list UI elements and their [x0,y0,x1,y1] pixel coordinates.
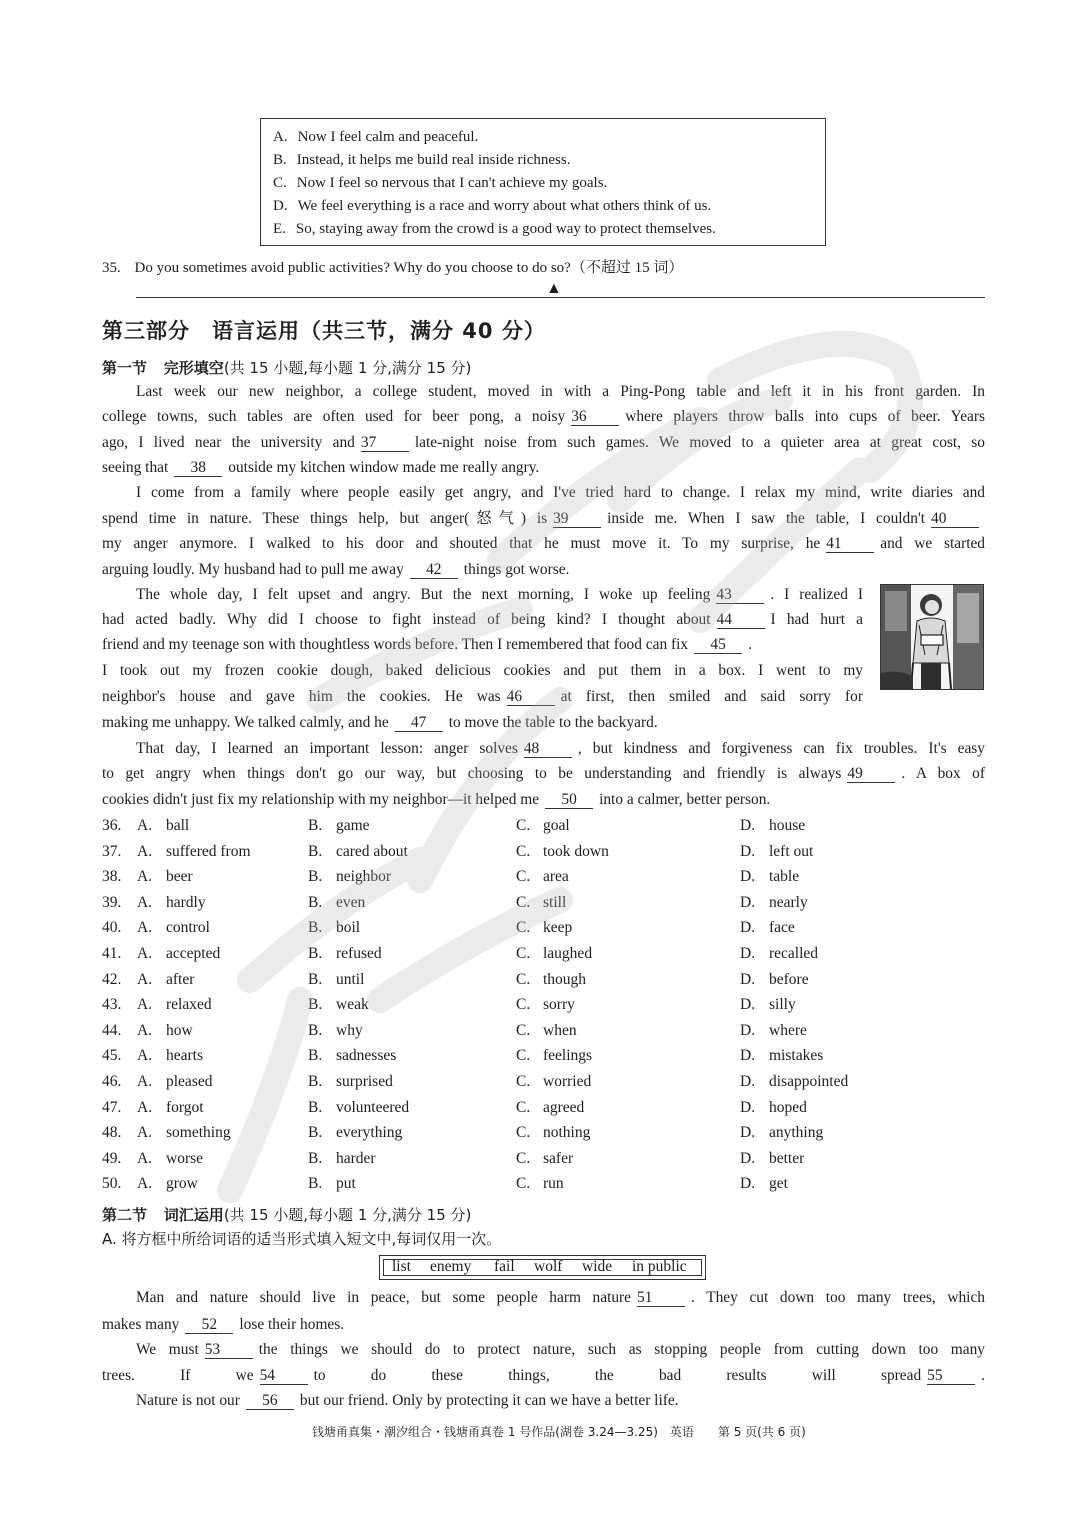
passage-text: lose their homes. [239,1316,345,1333]
choice-option-c[interactable]: though [543,970,587,988]
passage-line [102,636,863,654]
passage-text: to do these things, the bad results will spread [313,1367,922,1384]
choice-letter: A. [137,1021,153,1039]
question-number: 36. [102,817,122,834]
passage-line [102,459,985,477]
word-box-item: in public [632,1258,687,1275]
choice-option-b[interactable]: until [336,970,365,988]
passage-line [102,1316,985,1334]
passage-line [136,1289,985,1307]
question-number: 35. [102,260,121,276]
section-heading [102,357,471,378]
choice-letter: B. [308,919,323,937]
passage-line [136,484,985,502]
choice-letter: D. [740,842,756,860]
woman-with-cookies-illustration [881,585,983,689]
passage-text: things got worse. [463,561,570,578]
option-letter: A. [273,129,288,145]
choice-option-a[interactable]: after [166,970,195,988]
choice-option-a[interactable]: ball [166,817,190,834]
option-letter: E. [273,221,286,237]
section2-instruction: A. 将方框中所给词语的适当形式填入短文中,每词仅用一次。 [102,1230,502,1248]
passage-text: to get angry when things don't go our way, but choosing to be understanding and friendly is always [102,765,842,782]
choice-option-b[interactable]: boil [336,919,361,937]
option-e [273,221,716,238]
choice-letter: B. [308,817,323,834]
choice-option-d[interactable]: silly [769,996,796,1014]
question-number: 49. [102,1149,122,1167]
choice-letter: B. [308,1175,323,1193]
passage-line [102,688,863,706]
choice-option-a[interactable]: grow [166,1175,198,1193]
choice-letter: A. [137,996,153,1014]
choice-option-d[interactable]: mistakes [769,1047,824,1065]
answer-blank[interactable]: 55 [927,1368,975,1385]
passage-text: at first, then smiled and said sorry for [560,688,864,705]
choice-row [0,1073,1000,1093]
choice-option-c[interactable]: nothing [543,1124,591,1142]
choice-row [0,919,1000,939]
choice-row [0,1150,1000,1170]
choice-option-c[interactable]: goal [543,817,570,834]
choice-row [0,817,1000,837]
passage-line [102,714,985,732]
question-number: 40. [102,919,122,937]
passage-text: outside my kitchen window made me really angry. [228,459,540,476]
choice-option-d[interactable]: left out [769,842,814,860]
passage-text: . A box of [901,765,985,782]
question-number: 45. [102,1047,122,1065]
passage-text: into a calmer, better person. [599,791,771,808]
passage-text: but our friend. Only by protecting it can we have a better life. [299,1392,679,1409]
word-box-item: wolf [534,1258,563,1275]
passage-text: ago, I lived near the university and [102,434,355,451]
passage-text: to move the table to the backyard. [448,714,658,731]
choice-option-d[interactable]: disappointed [769,1073,849,1090]
choice-option-c[interactable]: laughed [543,945,593,962]
choice-letter: C. [516,817,531,834]
passage-line [102,791,985,809]
choice-row [0,945,1000,965]
passage-text: Man and nature should live in peace, but some people harm nature [136,1289,632,1306]
page-footer: 钱塘甬真集・潮汐组合・钱塘甬真卷 1 号作品(湖卷 3.24—3.25) 英语 第 5 页(共 6 页) [312,1425,806,1439]
passage-text: making me unhappy. We talked calmly, and he [102,714,389,731]
choice-letter: A. [137,1073,153,1090]
choice-letter: C. [516,1073,531,1090]
passage-text: seeing that [102,459,169,476]
choice-option-b[interactable]: sadnesses [336,1047,397,1065]
choice-row [0,1022,1000,1042]
passage-text: I come from a family where people easily get angry, and I've tried hard to change. I relax my mind, write diaries and [136,484,985,501]
answer-blank[interactable]: 46 [507,689,555,706]
passage-text: I took out my frozen cookie dough, baked delicious cookies and put them in a box. I went to my [102,662,863,679]
passage-text: arguing loudly. My husband had to pull me away [102,561,404,578]
passage-text: neighbor's house and gave him the cookies. He was [102,688,501,705]
choice-letter: C. [516,996,531,1014]
option-text: Instead, it helps me build real inside richness. [296,152,571,168]
choice-letter: C. [516,1098,531,1116]
choice-letter: D. [740,1021,756,1039]
passage-line [136,586,863,604]
choice-option-c[interactable]: when [543,1021,577,1039]
choice-option-d[interactable]: get [769,1175,788,1193]
choice-option-a[interactable]: control [166,919,210,937]
choice-letter: A. [137,1124,153,1142]
option-text: Now I feel so nervous that I can't achieve my goals. [296,175,608,191]
answer-blank[interactable]: 54 [260,1368,308,1385]
option-c [273,175,607,192]
choice-letter: D. [740,1124,756,1142]
choice-option-b[interactable]: why [336,1021,363,1039]
choice-option-b[interactable]: surprised [336,1073,393,1090]
choice-option-c[interactable]: run [543,1175,564,1193]
question-number: 43. [102,996,122,1014]
option-d [273,198,711,215]
answer-blank[interactable]: 45 [694,637,742,654]
choice-option-a[interactable]: pleased [166,1073,213,1090]
choice-letter: A. [137,1047,153,1065]
choice-letter: B. [308,970,323,988]
option-text: Now I feel calm and peaceful. [297,129,479,145]
choice-letter: A. [137,919,153,937]
choice-option-d[interactable]: where [769,1021,807,1039]
choice-option-a[interactable]: hardly [166,893,206,911]
choice-letter: B. [308,1098,323,1116]
choice-letter: C. [516,1149,531,1167]
passage-line [102,561,985,579]
passage-text: college towns, such tables are often used for beer pong, a noisy [102,408,566,425]
passage-line [102,434,985,452]
choice-option-c[interactable]: sorry [543,996,575,1014]
choice-option-a[interactable]: accepted [166,945,221,962]
section2-detail: (共 15 小题,每小题 1 分,满分 15 分) [223,1206,472,1224]
choice-option-c[interactable]: worried [543,1073,592,1090]
choice-row [0,1124,1000,1144]
choice-letter: A. [137,842,153,860]
answer-blank[interactable]: 50 [545,792,593,809]
question-number: 38. [102,868,122,886]
question-number: 42. [102,970,122,988]
choice-letter: A. [137,1175,153,1193]
choice-option-b[interactable]: even [336,893,366,911]
choice-row [0,996,1000,1016]
choice-letter: C. [516,1175,531,1193]
choice-option-a[interactable]: beer [166,868,193,886]
choice-option-a[interactable]: forgot [166,1098,204,1116]
choice-letter: D. [740,996,756,1014]
section2-title: 词汇运用 [163,1206,224,1224]
choice-letter: D. [740,970,756,988]
choice-option-d[interactable]: hoped [769,1098,807,1116]
choice-letter: A. [137,893,153,911]
answer-blank[interactable]: 37 [361,435,409,452]
question-number: 37. [102,842,122,860]
choice-letter: D. [740,1073,756,1090]
choice-letter: C. [516,1124,531,1142]
choice-option-c[interactable]: safer [543,1149,574,1167]
option-letter: D. [273,198,288,214]
choice-letter: C. [516,1047,531,1065]
option-text: So, staying away from the crowd is a good way to protect themselves. [295,221,716,237]
passage-text: . I realized I [770,586,863,603]
choice-letter: A. [137,817,153,834]
passage-text: . They cut down too many trees, which [691,1289,985,1306]
choice-option-d[interactable]: better [769,1149,805,1167]
option-a [273,129,478,146]
passage-line [102,765,985,783]
choice-letter: C. [516,893,531,911]
choice-option-c[interactable]: area [543,868,569,886]
choice-letter: D. [740,919,756,937]
word-box-item: enemy [430,1258,472,1275]
question-number: 47. [102,1098,122,1116]
answer-blank[interactable]: 49 [847,766,895,783]
choice-letter: C. [516,1021,531,1039]
choice-option-a[interactable]: how [166,1021,193,1039]
choice-letter: D. [740,893,756,911]
passage-text: We must [136,1341,199,1358]
section2-heading [102,1204,471,1225]
choice-letter: A. [137,970,153,988]
question-number: 44. [102,1021,122,1039]
choice-letter: B. [308,1149,323,1167]
passage-line [136,383,985,401]
word-box-item: wide [582,1258,613,1275]
passage-text: friend and my teenage son with thoughtless words before. Then I remembered that food can fix [102,636,689,653]
passage-text: trees. If we [102,1367,254,1384]
choice-option-a[interactable]: relaxed [166,996,212,1014]
choice-option-d[interactable]: nearly [769,893,808,911]
passage-line [136,1392,985,1410]
choice-letter: A. [137,1149,153,1167]
passage-text: spend time in nature. These things help, but anger(怒气) is [102,510,548,527]
passage-line [102,1367,985,1385]
choice-letter: D. [740,1098,756,1116]
passage-line [102,662,863,680]
answer-mark: ▲ [546,280,562,297]
choice-letter: B. [308,868,323,886]
choice-letter: D. [740,868,756,886]
choice-row [0,868,1000,888]
passage-text: my anger anymore. I walked to his door and shouted that he must move it. To my surprise, he [102,535,821,552]
passage-text: the things we should do to protect nature, such as stopping people from cutting down too many [258,1341,985,1358]
section2-label: 第二节 [102,1206,148,1224]
choice-option-b[interactable]: neighbor [336,868,392,886]
answer-blank[interactable]: 56 [246,1393,294,1410]
choice-letter: D. [740,1149,756,1167]
question-number: 41. [102,945,122,962]
choice-row [0,1099,1000,1119]
question-text: Do you sometimes avoid public activities? Why do you choose to do so?（不超过 15 词） [134,260,684,276]
passage-text: where players throw balls into cups of beer. Years [625,408,985,425]
passage-line [102,408,985,426]
choice-letter: D. [740,1047,756,1065]
choice-letter: C. [516,919,531,937]
answer-blank[interactable]: 44 [717,612,765,629]
question-number: 48. [102,1124,122,1142]
passage-text: I had hurt a [770,611,863,628]
choice-option-d[interactable]: house [769,817,806,834]
choice-letter: C. [516,868,531,886]
answer-blank[interactable]: 40 [931,511,979,528]
choice-option-c[interactable]: feelings [543,1047,593,1065]
option-letter: B. [273,152,287,168]
passage-line [136,1341,985,1359]
choice-letter: C. [516,945,531,962]
choice-letter: A. [137,945,153,962]
choice-letter: B. [308,893,323,911]
question-number: 50. [102,1175,122,1193]
word-box-item: fail [494,1258,515,1275]
passage-text: inside me. When I saw the table, I couldn't [607,510,925,527]
choice-option-a[interactable]: suffered from [166,842,251,860]
answer-blank[interactable]: 43 [716,587,764,604]
choice-letter: B. [308,996,323,1014]
choice-option-c[interactable]: took down [543,842,609,860]
section-detail: (共 15 小题,每小题 1 分,满分 15 分) [223,359,472,377]
choice-letter: C. [516,970,531,988]
choice-row [0,843,1000,863]
question-35 [102,256,683,277]
answer-blank[interactable]: 47 [395,715,443,732]
choice-option-b[interactable]: weak [336,996,369,1014]
choice-option-a[interactable]: worse [166,1149,204,1167]
choice-letter: B. [308,1047,323,1065]
answer-blank[interactable]: 51 [637,1290,685,1307]
passage-text: Nature is not our [136,1392,240,1409]
passage-text: and we started [880,535,986,552]
passage-text: cookies didn't just fix my relationship with my neighbor—it helped me [102,791,540,808]
choice-option-d[interactable]: table [769,868,800,886]
option-text: We feel everything is a race and worry about what others think of us. [297,198,712,214]
choice-option-b[interactable]: cared about [336,842,408,860]
options-box [260,118,826,246]
choice-option-d[interactable]: anything [769,1124,824,1142]
choice-option-b[interactable]: harder [336,1149,376,1167]
choice-option-b[interactable]: volunteered [336,1098,410,1116]
passage-text: The whole day, I felt upset and angry. But the next morning, I woke up feeling [136,586,711,603]
answer-blank[interactable]: 48 [524,741,572,758]
passage-text: makes many [102,1316,180,1333]
answer-blank[interactable]: 36 [571,409,619,426]
answer-blank[interactable]: 39 [553,511,601,528]
section-label: 第一节 [102,359,148,377]
choice-letter: D. [740,1175,756,1193]
choice-option-c[interactable]: still [543,893,567,911]
choice-option-c[interactable]: agreed [543,1098,585,1116]
passage-line [136,740,985,758]
passage-text: late-night noise from such games. We moved to a quieter area at great cost, so [414,434,985,451]
choice-row [0,1175,1000,1195]
choice-letter: D. [740,817,756,834]
choice-option-c[interactable]: keep [543,919,573,937]
choice-option-a[interactable]: something [166,1124,231,1142]
choice-row [0,971,1000,991]
answer-blank[interactable]: 42 [410,562,458,579]
choice-letter: B. [308,1124,323,1142]
choice-letter: D. [740,945,756,962]
part-title: 第三部分 语言运用（共三节，满分 40 分） [102,319,546,343]
passage-text: . [981,1367,986,1384]
illustration [880,584,984,690]
choice-letter: C. [516,842,531,860]
choice-option-d[interactable]: recalled [769,945,819,962]
choice-option-d[interactable]: face [769,919,795,937]
passage-text: Last week our new neighbor, a college student, moved in with a Ping-Pong table and left it in his front garden. In [136,383,985,400]
passage-line [102,611,863,629]
option-b [273,152,570,169]
choice-option-d[interactable]: before [769,970,809,988]
choice-option-b[interactable]: game [336,817,370,834]
option-letter: C. [273,175,287,191]
choice-option-b[interactable]: everything [336,1124,403,1142]
choice-letter: A. [137,868,153,886]
choice-letter: B. [308,842,323,860]
passage-line [102,535,985,553]
choice-letter: B. [308,1021,323,1039]
question-number: 39. [102,893,122,911]
choice-row [0,894,1000,914]
choice-letter: B. [308,945,323,962]
question-number: 46. [102,1073,122,1090]
passage-text: That day, I learned an important lesson: anger solves [136,740,518,757]
answer-line [136,297,985,298]
passage-text: had acted badly. Why did I choose to fight instead of being kind? I thought about [102,611,711,628]
choice-option-b[interactable]: put [336,1175,356,1193]
word-box [379,1255,706,1280]
passage-text: , but kindness and forgiveness can fix troubles. It's easy [577,740,985,757]
answer-blank[interactable]: 52 [185,1317,233,1334]
section-title: 完形填空 [163,359,224,377]
choice-letter: B. [308,1073,323,1090]
choice-option-b[interactable]: refused [336,945,382,962]
passage-text: . [748,636,752,653]
passage-line [102,510,985,528]
choice-row [0,1047,1000,1067]
answer-blank[interactable]: 53 [205,1342,253,1359]
word-box-item: list [392,1258,411,1275]
choice-option-a[interactable]: hearts [166,1047,204,1065]
answer-blank[interactable]: 41 [826,536,874,553]
choice-letter: A. [137,1098,153,1116]
answer-blank[interactable]: 38 [174,460,222,477]
